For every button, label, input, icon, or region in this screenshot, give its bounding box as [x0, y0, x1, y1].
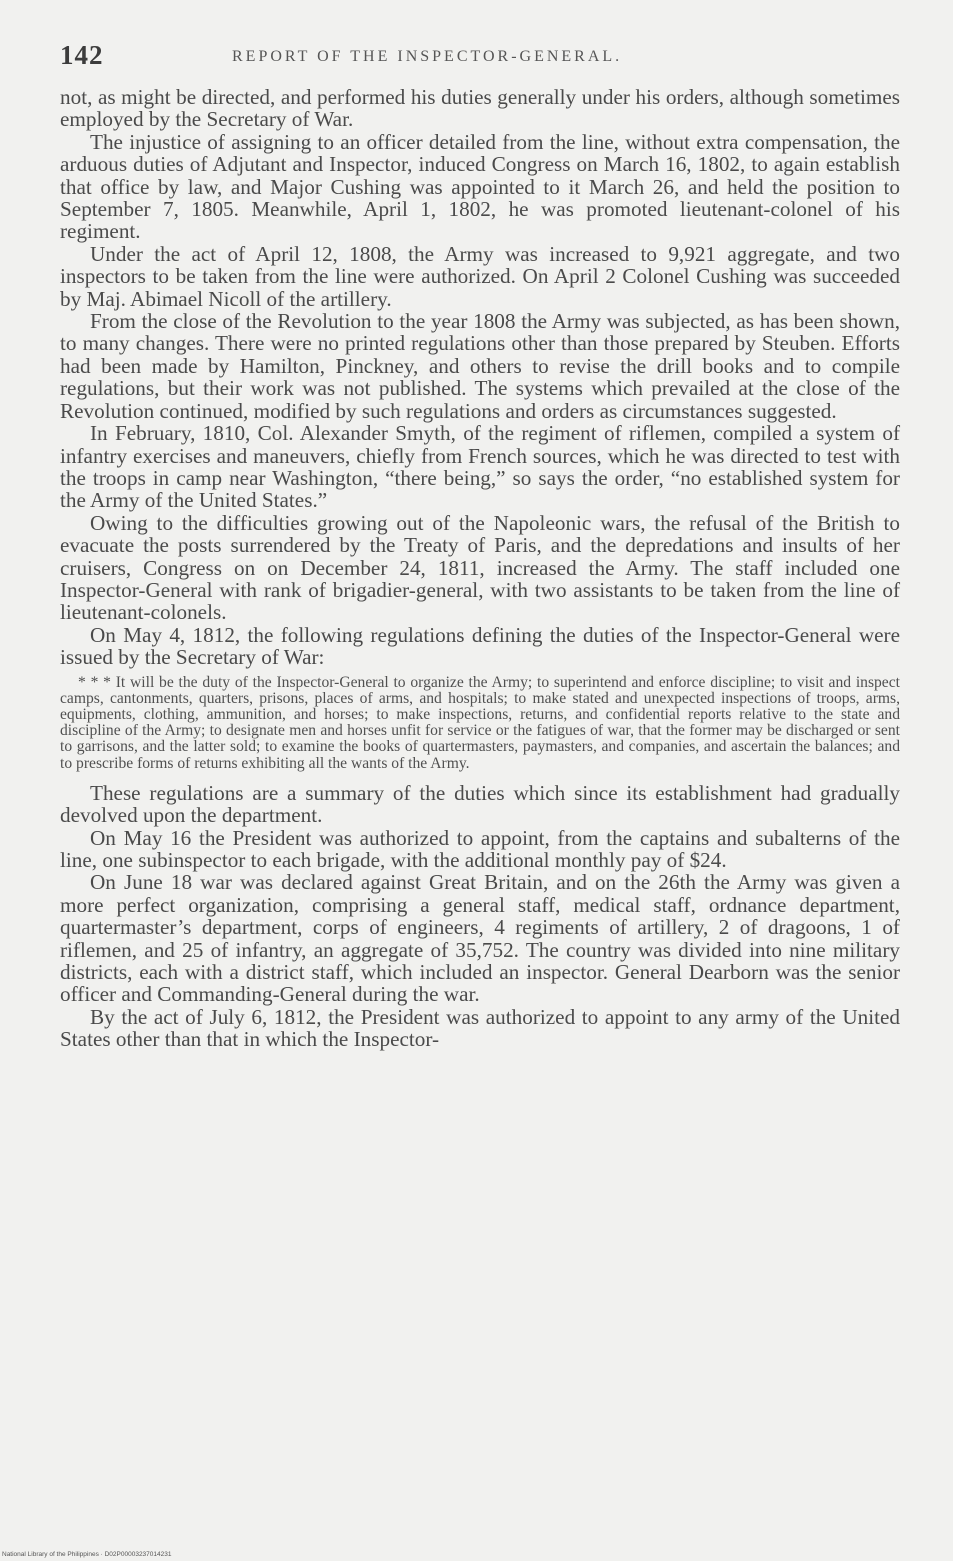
paragraph-3: Under the act of April 12, 1808, the Army was increased to 9,921 aggregate, and two inspectors to be taken from the line were authorized. On April 2 Colonel Cushing was succeeded by Maj. Abimael Nicoll of the artillery. — [60, 241, 900, 311]
block-quote-regulations: * * * It will be the duty of the Inspector-General to organize the Army; to superintend and enforce discipline; to visit and inspect camps, cantonments, quarters, prisons, places of arms, and hospitals; to make stated and unexpected inspections of troops, arms, equipments, clothing, ammunition, and horses; to make inspections, returns, and confidential reports relative to the state and discipline of the Army; to designate men and horses unfit for service or the fatigues of war, that the former may be discharged or sent to garrisons, and the latter sold; to examine the books of quartermasters, paymasters, and companies, and ascertain the balances; and to prescribe forms of returns exhibiting all the wants of the Army. — [60, 673, 900, 772]
paragraph-8: These regulations are a summary of the duties which since its establishment had gradually devolved upon the department. — [60, 780, 900, 828]
paragraph-10: On June 18 war was declared against Great Britain, and on the 26th the Army was given a more perfect organization, comprising a general staff, medical staff, ordnance department, quartermaster’s department, corps of engineers, 4 regiments of artillery, 2 of dragoons, 1 of riflemen, and 25 of infantry, an aggregate of 35,752. The country was divided into nine military districts, each with a district staff, which included an inspector. General Dearborn was the senior officer and Commanding-General during the war. — [60, 870, 900, 1007]
page-header — [60, 40, 900, 86]
paragraph-1: not, as might be directed, and performed his duties generally under his orders, although sometimes employed by the Secretary of War. — [60, 85, 900, 132]
scan-attribution: National Library of the Philippines · D02P00003237014231 — [2, 1551, 172, 1558]
paragraph-7: On May 4, 1812, the following regulations defining the duties of the Inspector-General were issued by the Secretary of War: — [60, 622, 900, 670]
page-number: 142 — [60, 40, 104, 70]
document-page — [60, 40, 900, 1051]
paragraph-2: The injustice of assigning to an officer detailed from the line, without extra compensation, the arduous duties of Adjutant and Inspector, induced Congress on March 16, 1802, to again establish that office by law, and Major Cushing was appointed to it March 26, and held the position to September 7, 1805. Meanwhile, April 1, 1802, he was promoted lieutenant-colonel of his regiment. — [60, 129, 900, 244]
paragraph-11: By the act of July 6, 1812, the President was authorized to appoint to any army of the United States other than that in which the Inspector- — [60, 1004, 900, 1052]
paragraph-5: In February, 1810, Col. Alexander Smyth, of the regiment of riflemen, compiled a system of infantry exercises and maneuvers, chiefly from French sources, which he was directed to test with the troops in camp near Washington, “there being,” so says the order, “no established system for the Army of the United States.” — [60, 421, 900, 513]
paragraph-6: Owing to the difficulties growing out of the Napoleonic wars, the refusal of the British to evacuate the posts surrendered by the Treaty of Paris, and the depredations and insults of her cruisers, Congress on on December 24, 1811, increased the Army. The staff included one Inspector-General with rank of brigadier-general, with two assistants to be taken from the line of lieutenant-colonels. — [60, 510, 900, 625]
text-body — [60, 86, 900, 1051]
running-title: REPORT OF THE INSPECTOR-GENERAL. — [232, 48, 623, 65]
paragraph-9: On May 16 the President was authorized to appoint, from the captains and subalterns of the line, one subinspector to each brigade, with the additional monthly pay of $24. — [60, 825, 900, 872]
paragraph-4: From the close of the Revolution to the year 1808 the Army was subjected, as has been shown, to many changes. There were no printed regulations other than those prepared by Steuben. Efforts had been made by Hamilton, Pinckney, and others to revise the drill books and to compile regulations, but their work was not published. The systems which prevailed at the close of the Revolution continued, modified by such regulations and orders as circumstances suggested. — [60, 309, 900, 423]
